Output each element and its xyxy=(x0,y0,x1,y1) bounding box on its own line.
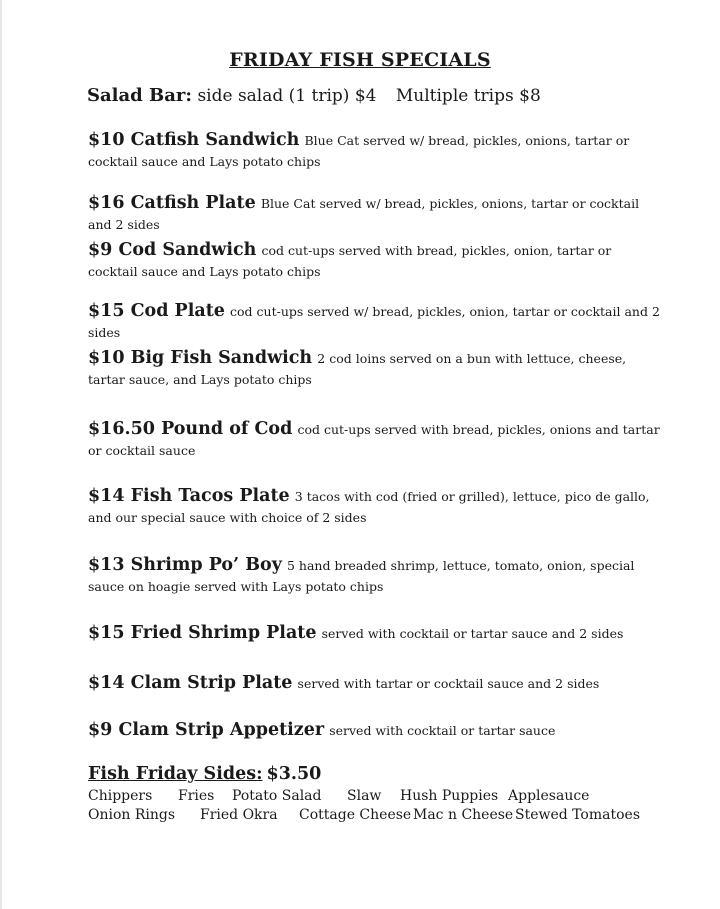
item-name: $15 Cod Plate xyxy=(88,301,225,321)
item-description: served with cocktail or tartar sauce and 2 sides xyxy=(321,626,624,641)
item-description: 5 hand breaded shrimp, lettuce, tomato, onion, special sauce on hoagie served with Lays potato chips xyxy=(88,558,635,594)
salad-bar-option-multiple: Multiple trips $8 xyxy=(395,86,541,106)
item-name: $9 Cod Sandwich xyxy=(88,240,257,260)
item-description: 2 cod loins served on a bun with lettuce, cheese, tartar sauce, and Lays potato chips xyxy=(88,351,627,387)
item-name: $15 Fried Shrimp Plate xyxy=(88,623,317,643)
item-name: $9 Clam Strip Appetizer xyxy=(88,720,325,740)
item-description: Blue Cat served w/ bread, pickles, onions, tartar or cocktail and 2 sides xyxy=(88,196,640,232)
sides-price: $3.50 xyxy=(266,764,322,784)
item-description: 3 tacos with cod (fried or grilled), lettuce, pico de gallo, and our special sauce with choice of 2 sides xyxy=(88,489,650,525)
menu-item-cod-sandwich xyxy=(88,240,663,282)
item-name: $10 Catfish Sandwich xyxy=(88,130,300,150)
item-name: $16.50 Pound of Cod xyxy=(88,419,293,439)
item-name: $14 Clam Strip Plate xyxy=(88,673,293,693)
salad-bar-option-single: side salad (1 trip) $4 xyxy=(197,86,377,106)
side-option: Chippers xyxy=(88,788,153,804)
item-description: cod cut-ups served w/ bread, pickles, onion, tartar or cocktail and 2 sides xyxy=(88,304,660,340)
side-option: Mac n Cheese xyxy=(413,807,514,823)
menu-item-pound-of-cod xyxy=(88,419,663,461)
item-description: served with tartar or cocktail sauce and 2 sides xyxy=(297,676,600,691)
side-option: Hush Puppies xyxy=(400,788,499,804)
menu-item-fish-tacos-plate xyxy=(88,486,663,528)
salad-bar-label: Salad Bar: xyxy=(87,85,193,106)
menu-title: FRIDAY FISH SPECIALS xyxy=(229,49,491,71)
menu-item-shrimp-po-boy xyxy=(88,555,663,597)
page-edge xyxy=(0,0,2,909)
side-option: Potato Salad xyxy=(232,788,322,804)
side-option: Slaw xyxy=(347,788,382,804)
side-option: Cottage Cheese xyxy=(299,807,412,823)
sides-heading: Fish Friday Sides: $3.50 xyxy=(88,764,322,784)
item-name: $10 Big Fish Sandwich xyxy=(88,348,313,368)
item-name: $14 Fish Tacos Plate xyxy=(88,486,290,506)
sides-heading-label: Fish Friday Sides xyxy=(88,764,257,784)
menu-item-catfish-plate xyxy=(88,193,663,235)
item-name: $13 Shrimp Po’ Boy xyxy=(88,555,282,575)
side-option: Stewed Tomatoes xyxy=(515,807,641,823)
item-description: Blue Cat served w/ bread, pickles, onions, tartar or cocktail sauce and Lays potato chips xyxy=(88,133,630,169)
menu-item-fried-shrimp-plate xyxy=(88,623,663,644)
side-option: Fries xyxy=(178,788,215,804)
side-option: Applesauce xyxy=(508,788,590,804)
menu-item-clam-strip-appetizer xyxy=(88,720,663,741)
salad-bar xyxy=(87,85,541,106)
menu-item-clam-strip-plate xyxy=(88,673,663,694)
menu-item-catfish-sandwich xyxy=(88,130,663,172)
menu-item-cod-plate xyxy=(88,301,663,343)
item-description: cod cut-ups served with bread, pickles, onion, tartar or cocktail sauce and Lays potato chips xyxy=(88,243,612,279)
item-description: served with cocktail or tartar sauce xyxy=(329,723,556,738)
item-description: cod cut-ups served with bread, pickles, onions and tartar or cocktail sauce xyxy=(88,422,660,458)
item-name: $16 Catfish Plate xyxy=(88,193,256,213)
side-option: Fried Okra xyxy=(200,807,278,823)
menu-item-big-fish-sandwich xyxy=(88,348,663,390)
side-option: Onion Rings xyxy=(88,807,176,823)
